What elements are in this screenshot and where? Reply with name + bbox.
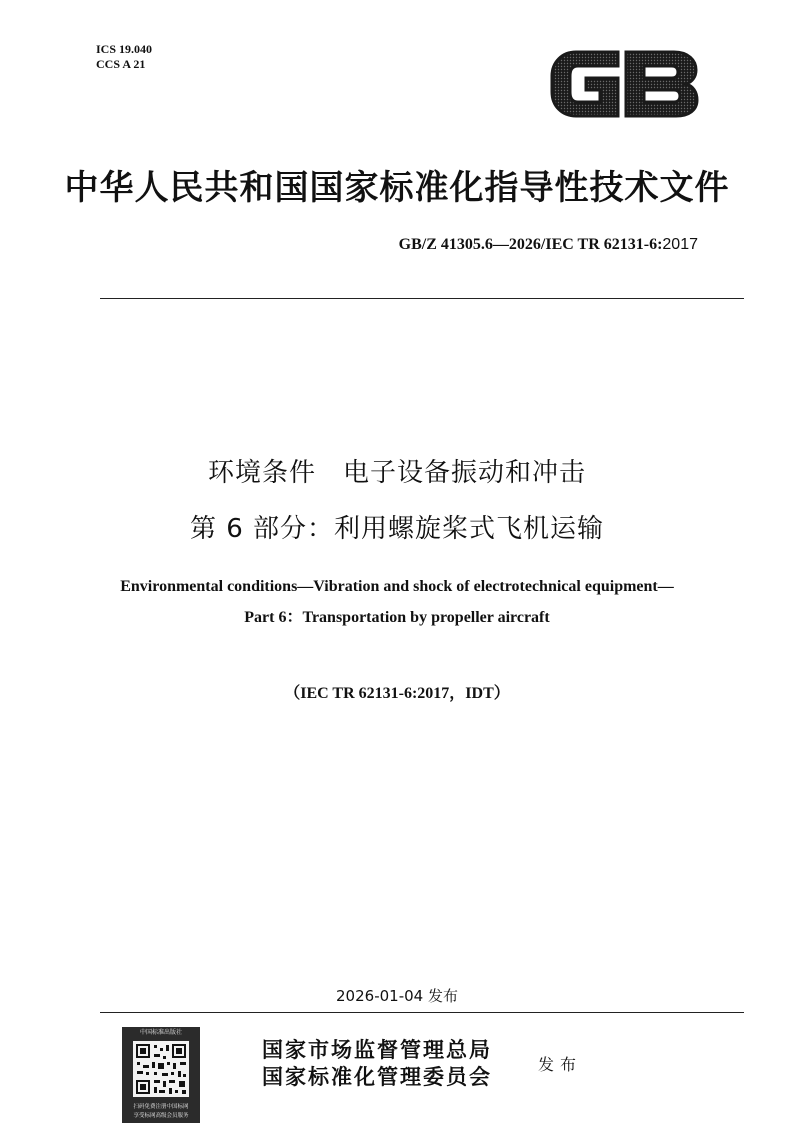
bottom-divider [100, 1012, 744, 1013]
chinese-title-line-1: 环境条件 电子设备振动和冲击 [207, 458, 586, 488]
english-title-line-2: Part 6：Transportation by propeller aircraft [244, 609, 550, 626]
issue-date: 2026-01-04 发布 [336, 987, 458, 1005]
standard-number-separator: : [657, 236, 663, 253]
top-divider [100, 298, 744, 299]
english-title-line-1: Environmental conditions—Vibration and shock of electrotechnical equipment— [120, 578, 674, 595]
gb-logo [548, 44, 700, 124]
ccs-code: CCS A 21 [96, 57, 146, 71]
publishing-authorities [262, 1036, 492, 1090]
standard-number [399, 236, 698, 254]
chinese-title-line-2: 第 6 部分：利用螺旋桨式飞机运输 [189, 514, 605, 544]
ics-code: ICS 19.040 [96, 42, 153, 56]
qr-note-line-2: 享受标网高级会员服务 [133, 1113, 189, 1119]
standard-number-main: GB/Z 41305.6—2026/IEC TR 62131-6 [398, 236, 658, 253]
standard-number-year: 2017 [662, 236, 698, 253]
classification-codes [96, 42, 152, 72]
publisher-samr: 国家市场监督管理总局 [262, 1037, 492, 1062]
qr-code-panel [122, 1027, 200, 1123]
qr-publisher-label: 中国标准出版社 [139, 1029, 182, 1036]
document-type-title: 中华人民共和国国家标准化指导性技术文件 [64, 168, 730, 208]
publisher-sac: 国家标准化管理委员会 [262, 1064, 492, 1089]
gb-logo-mark [548, 44, 700, 124]
qr-code-icon [133, 1041, 189, 1097]
qr-note-line-1: 扫码免费注册中国标网 [133, 1104, 189, 1110]
equivalence-note: （IEC TR 62131-6:2017，IDT） [284, 685, 510, 702]
publish-label: 发布 [538, 1055, 583, 1074]
